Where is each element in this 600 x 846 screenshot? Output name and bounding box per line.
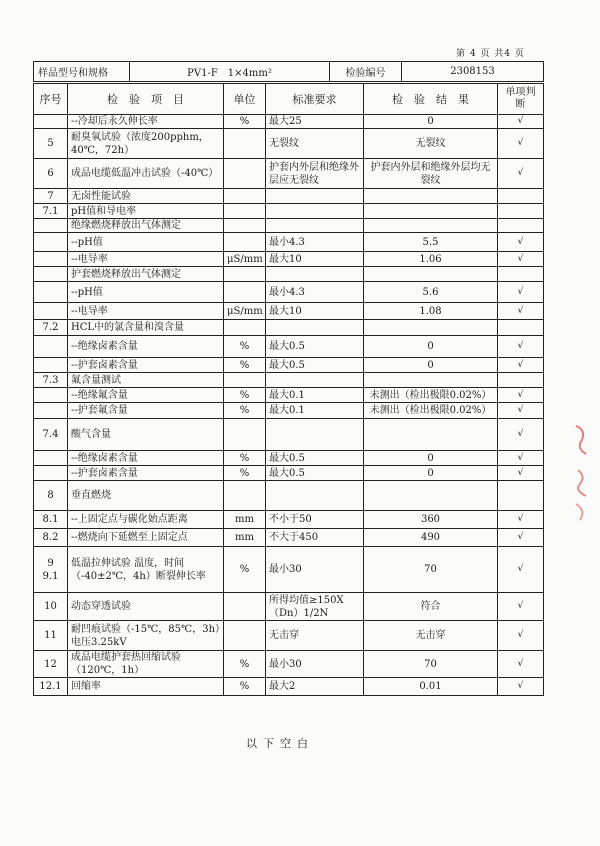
cell-standard <box>266 373 364 388</box>
cell-seq: 8 <box>34 481 68 511</box>
cell-seq: 8.2 <box>34 529 68 547</box>
cell-standard: 最小4.3 <box>266 282 364 303</box>
col-item: 检 验 项 目 <box>68 84 224 115</box>
cell-result <box>364 267 498 282</box>
cell-verdict: √ <box>498 159 544 189</box>
cell-result: 490 <box>364 529 498 547</box>
cell-result: 0 <box>364 358 498 373</box>
cell-standard: 最大0.1 <box>266 388 364 403</box>
cell-unit <box>224 219 266 233</box>
cell-seq: 7.3 <box>34 373 68 388</box>
page-number: 第 4 页 共4 页 <box>456 49 525 59</box>
table-row <box>34 219 544 233</box>
cell-standard <box>266 419 364 451</box>
table-row <box>34 129 544 159</box>
cell-standard: 最小4.3 <box>266 233 364 252</box>
cell-unit <box>224 267 266 282</box>
cell-seq: 12 <box>34 651 68 678</box>
cell-standard: 最小30 <box>266 651 364 678</box>
cell-result: 70 <box>364 651 498 678</box>
cell-unit <box>224 159 266 189</box>
cell-result <box>364 419 498 451</box>
cell-unit: % <box>224 115 266 129</box>
cell-verdict: √ <box>498 336 544 358</box>
table-row <box>34 358 544 373</box>
cell-standard <box>266 481 364 511</box>
cell-verdict <box>498 481 544 511</box>
cell-item: 氟含量测试 <box>68 373 224 388</box>
cell-verdict: √ <box>498 451 544 466</box>
cell-verdict: √ <box>498 115 544 129</box>
cell-seq: 9 9.1 <box>34 547 68 593</box>
cell-item: --电导率 <box>68 303 224 320</box>
cell-unit <box>224 593 266 621</box>
cell-seq <box>34 282 68 303</box>
cell-item: 耐臭氧试验（浓度200pphm，40℃，72h） <box>68 129 224 159</box>
cell-result: 符合 <box>364 593 498 621</box>
cell-verdict: √ <box>498 129 544 159</box>
cell-item: --绝缘氟含量 <box>68 388 224 403</box>
cell-standard: 最大25 <box>266 115 364 129</box>
cell-unit: μS/mm <box>224 303 266 320</box>
cell-seq <box>34 233 68 252</box>
cell-item: 无卤性能试验 <box>68 189 224 204</box>
cell-result <box>364 204 498 219</box>
cell-unit <box>224 129 266 159</box>
table-row <box>34 267 544 282</box>
table-row <box>34 529 544 547</box>
cell-unit <box>224 189 266 204</box>
cell-item: --pH值 <box>68 282 224 303</box>
cell-seq <box>34 303 68 320</box>
cell-item: --绝缘卤素含量 <box>68 336 224 358</box>
cell-standard: 最大0.5 <box>266 358 364 373</box>
cell-verdict: √ <box>498 303 544 320</box>
cell-unit: mm <box>224 511 266 529</box>
cell-seq: 6 <box>34 159 68 189</box>
cell-verdict: √ <box>498 403 544 419</box>
cell-unit: % <box>224 358 266 373</box>
cell-seq: 7.4 <box>34 419 68 451</box>
cell-seq: 7 <box>34 189 68 204</box>
table-row <box>34 189 544 204</box>
cell-item: 低温拉伸试验 温度，时间（-40±2℃，4h）断裂伸长率 <box>68 547 224 593</box>
table-row <box>34 320 544 336</box>
cell-unit <box>224 320 266 336</box>
cell-standard <box>266 204 364 219</box>
cell-seq: 8.1 <box>34 511 68 529</box>
cell-item: HCL中的氯含量和溴含量 <box>68 320 224 336</box>
sample-header-table <box>33 61 544 82</box>
cell-verdict: √ <box>498 621 544 651</box>
cell-item: 耐凹痕试验（-15℃，85℃，3h）电压3.25kV <box>68 621 224 651</box>
table-header-row <box>34 84 544 115</box>
cell-verdict: √ <box>498 358 544 373</box>
cell-seq <box>34 252 68 267</box>
cell-item: 成品电缆低温冲击试验（-40℃） <box>68 159 224 189</box>
cell-seq <box>34 388 68 403</box>
cell-unit: % <box>224 678 266 696</box>
table-row <box>34 115 544 129</box>
cell-verdict: √ <box>498 547 544 593</box>
cell-seq <box>34 267 68 282</box>
cell-unit: % <box>224 547 266 593</box>
table-row <box>34 621 544 651</box>
cell-item: --上固定点与碳化始点距离 <box>68 511 224 529</box>
cell-seq: 5 <box>34 129 68 159</box>
cell-standard: 所得均值≥150X（Dn）1/2N <box>266 593 364 621</box>
cell-seq <box>34 358 68 373</box>
cell-unit: % <box>224 388 266 403</box>
cell-item: --护套氟含量 <box>68 403 224 419</box>
table-row <box>34 303 544 320</box>
cell-verdict <box>498 320 544 336</box>
cell-standard <box>266 189 364 204</box>
cell-unit <box>224 373 266 388</box>
cell-result: 0 <box>364 336 498 358</box>
cell-unit: mm <box>224 529 266 547</box>
cell-verdict <box>498 204 544 219</box>
col-standard: 标准要求 <box>266 84 364 115</box>
table-row <box>34 547 544 593</box>
cell-verdict: √ <box>498 252 544 267</box>
cell-item: --冷却后永久伸长率 <box>68 115 224 129</box>
cell-unit: % <box>224 651 266 678</box>
cell-seq: 7.2 <box>34 320 68 336</box>
cell-standard: 最大10 <box>266 303 364 320</box>
cell-item: --绝缘卤素含量 <box>68 451 224 466</box>
cell-unit <box>224 233 266 252</box>
cell-item: pH值和导电率 <box>68 204 224 219</box>
cell-result: 1.06 <box>364 252 498 267</box>
blank-below-note: 以下空白 <box>246 737 314 750</box>
model-label: 样品型号和规格 <box>34 62 130 82</box>
cell-result: 360 <box>364 511 498 529</box>
cell-seq <box>34 403 68 419</box>
cell-item: 绝缘燃烧释放出气体测定 <box>68 219 224 233</box>
cell-result: 护套内外层和绝缘外层均无裂纹 <box>364 159 498 189</box>
cell-unit <box>224 419 266 451</box>
report-no-label: 检验编号 <box>330 62 402 82</box>
cell-unit: % <box>224 336 266 358</box>
cell-standard: 最大0.5 <box>266 336 364 358</box>
table-row <box>34 388 544 403</box>
cell-seq: 7.1 <box>34 204 68 219</box>
cell-result <box>364 320 498 336</box>
table-row <box>34 678 544 696</box>
cell-result: 0 <box>364 451 498 466</box>
cell-unit: % <box>224 466 266 481</box>
cell-seq <box>34 115 68 129</box>
cell-standard: 不大于450 <box>266 529 364 547</box>
cell-item: --pH值 <box>68 233 224 252</box>
table-row <box>34 511 544 529</box>
cell-verdict: √ <box>498 282 544 303</box>
col-verdict: 单项判断 <box>498 84 544 115</box>
cell-result: 无击穿 <box>364 621 498 651</box>
cell-standard: 最大10 <box>266 252 364 267</box>
cell-verdict: √ <box>498 651 544 678</box>
cell-verdict: √ <box>498 593 544 621</box>
table-row <box>34 419 544 451</box>
table-row <box>34 593 544 621</box>
cell-result: 未测出（检出极限0.02%） <box>364 403 498 419</box>
cell-result: 1.08 <box>364 303 498 320</box>
cell-unit <box>224 481 266 511</box>
cell-result: 0 <box>364 115 498 129</box>
cell-item: --护套卤素含量 <box>68 466 224 481</box>
cell-item: 回缩率 <box>68 678 224 696</box>
cell-standard <box>266 219 364 233</box>
table-row <box>34 159 544 189</box>
cell-result <box>364 373 498 388</box>
cell-item: 护套燃烧释放出气体测定 <box>68 267 224 282</box>
cell-standard: 最大0.1 <box>266 403 364 419</box>
cell-standard <box>266 267 364 282</box>
cell-verdict: √ <box>498 233 544 252</box>
inspection-table <box>33 83 544 696</box>
cell-item: --护套卤素含量 <box>68 358 224 373</box>
cell-result: 未测出（检出极限0.02%） <box>364 388 498 403</box>
cell-item: --电导率 <box>68 252 224 267</box>
cell-standard: 无击穿 <box>266 621 364 651</box>
table-row <box>34 466 544 481</box>
cell-item: 酸气含量 <box>68 419 224 451</box>
cell-seq: 12.1 <box>34 678 68 696</box>
red-seal-fragment <box>570 420 598 530</box>
cell-result: 无裂纹 <box>364 129 498 159</box>
table-row <box>34 233 544 252</box>
cell-standard: 最小30 <box>266 547 364 593</box>
table-row <box>34 373 544 388</box>
cell-seq: 10 <box>34 593 68 621</box>
cell-verdict <box>498 267 544 282</box>
col-seq: 序号 <box>34 84 68 115</box>
report-no-value: 2308153 <box>402 62 544 82</box>
cell-item: 垂直燃烧 <box>68 481 224 511</box>
cell-unit <box>224 621 266 651</box>
cell-result: 0 <box>364 466 498 481</box>
cell-verdict: √ <box>498 511 544 529</box>
cell-result <box>364 189 498 204</box>
cell-seq: 11 <box>34 621 68 651</box>
cell-result: 5.6 <box>364 282 498 303</box>
cell-verdict: √ <box>498 419 544 451</box>
table-row <box>34 651 544 678</box>
cell-standard <box>266 320 364 336</box>
cell-verdict <box>498 189 544 204</box>
cell-standard: 最大0.5 <box>266 451 364 466</box>
cell-standard: 不小于50 <box>266 511 364 529</box>
cell-standard: 无裂纹 <box>266 129 364 159</box>
col-unit: 单位 <box>224 84 266 115</box>
cell-verdict: √ <box>498 529 544 547</box>
cell-verdict: √ <box>498 388 544 403</box>
cell-standard: 最大2 <box>266 678 364 696</box>
cell-item: 动态穿透试验 <box>68 593 224 621</box>
cell-seq <box>34 466 68 481</box>
cell-seq <box>34 336 68 358</box>
cell-standard: 最大0.5 <box>266 466 364 481</box>
cell-result <box>364 481 498 511</box>
table-row <box>34 481 544 511</box>
cell-result: 0.01 <box>364 678 498 696</box>
table-row <box>34 252 544 267</box>
col-result: 检 验 结 果 <box>364 84 498 115</box>
model-value: PV1-F 1×4mm² <box>130 62 330 82</box>
cell-verdict: √ <box>498 678 544 696</box>
cell-unit <box>224 282 266 303</box>
cell-seq <box>34 451 68 466</box>
cell-result: 5.5 <box>364 233 498 252</box>
table-row <box>34 204 544 219</box>
cell-standard: 护套内外层和绝缘外层应无裂纹 <box>266 159 364 189</box>
cell-result <box>364 219 498 233</box>
table-row <box>34 403 544 419</box>
cell-verdict <box>498 219 544 233</box>
cell-unit <box>224 204 266 219</box>
cell-verdict: √ <box>498 466 544 481</box>
cell-unit: % <box>224 403 266 419</box>
cell-unit: % <box>224 451 266 466</box>
cell-unit: μS/mm <box>224 252 266 267</box>
cell-result: 70 <box>364 547 498 593</box>
table-row <box>34 282 544 303</box>
table-row <box>34 451 544 466</box>
cell-seq <box>34 219 68 233</box>
table-row <box>34 336 544 358</box>
cell-verdict <box>498 373 544 388</box>
cell-item: --燃烧向下延燃至上固定点 <box>68 529 224 547</box>
cell-item: 成品电缆护套热回缩试验（120℃，1h） <box>68 651 224 678</box>
